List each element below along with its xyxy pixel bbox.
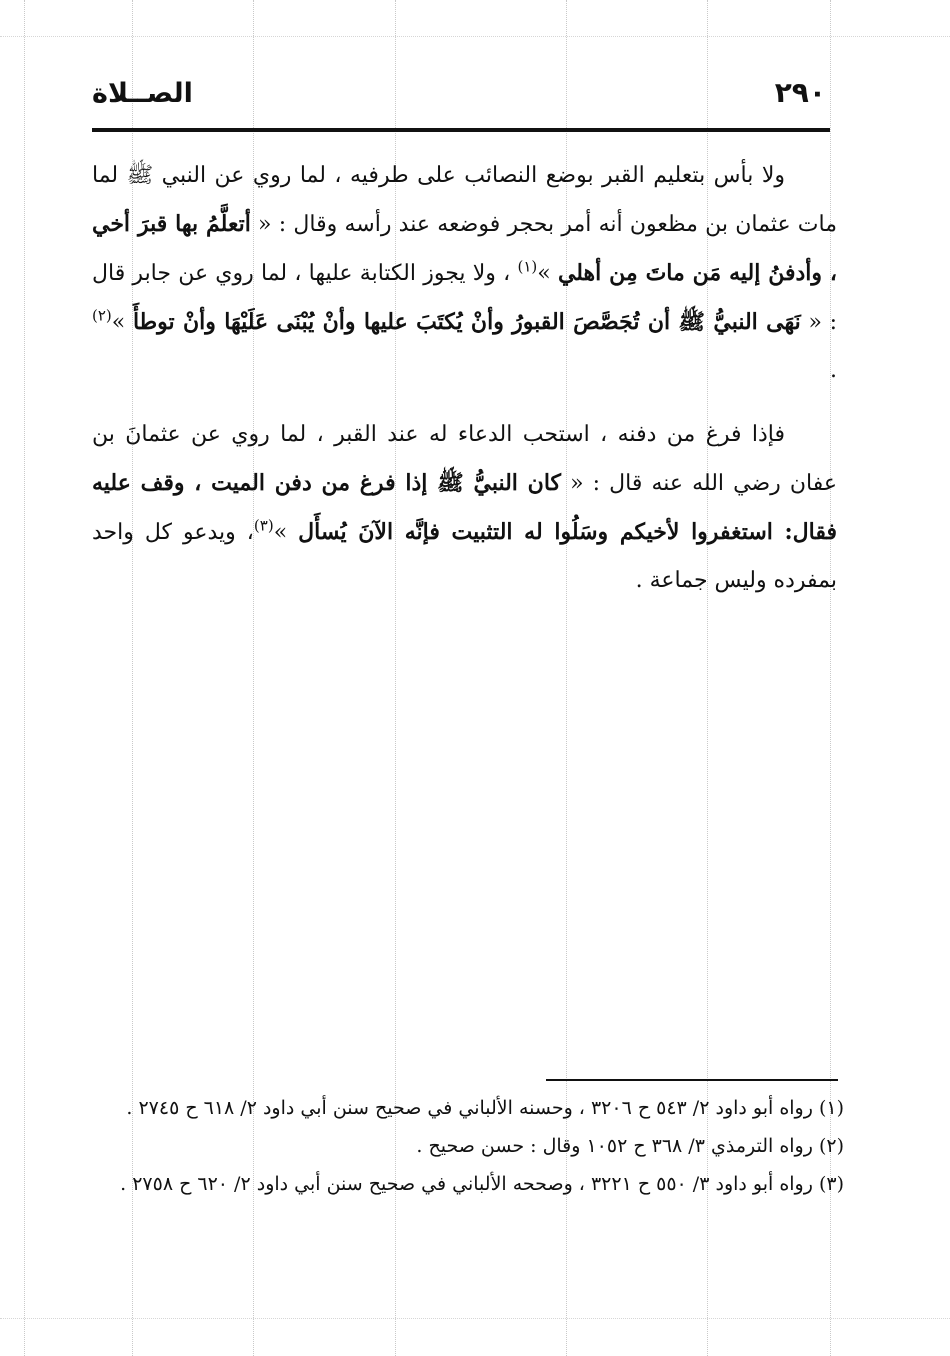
footnotes — [104, 1092, 844, 1206]
footnote: (٣) رواه أبو داود ٣/ ٥٥٠ ح ٣٢٢١ ، وصححه الألباني في صحيح سنن أبي داود ٢/ ٦٢٠ ح ٢٧٥٨ . — [120, 1173, 844, 1195]
footnote-rule — [546, 1079, 838, 1081]
footnote-marker: (٢) — [92, 306, 112, 325]
hadith-quote: أتعلَّمُ بها قبرَ أخي ، وأدفنُ إليه مَن ماتَ مِن أهلي — [92, 211, 837, 286]
paragraph-dua-after-burial — [92, 411, 837, 605]
paragraph-text: » — [111, 310, 133, 335]
paragraph-text: » — [273, 520, 299, 545]
paragraph-text: . — [830, 358, 837, 383]
page-number: ٢٩٠ — [774, 76, 826, 109]
paragraph-text: ، ولا يجوز الكتابة عليها ، لما روي عن جابر قال : « — [92, 261, 837, 335]
footnote-marker: (٣) — [253, 516, 274, 535]
page-header — [92, 70, 830, 128]
footnote: (١) رواه أبو داود ٢/ ٥٤٣ ح ٣٢٠٦ ، وحسنه الألباني في صحيح سنن أبي داود ٢/ ٦١٨ ح ٢٧٤٥ . — [126, 1097, 844, 1119]
paragraph-text: فإذا فرغ من دفنه ، استحب الدعاء له عند القبر ، لما روي عن عثمانَ بن عفان رضي الله عنه قال : « — [92, 422, 837, 496]
paragraph-text: ولا بأس بتعليم القبر بوضع النصائب على طرفيه ، لما روي عن النبي ﷺ لما مات عثمان بن مظعون أنه أمر بحجر فوضعه عند رأسه وقال : « — [92, 163, 838, 237]
footnote: (٢) رواه الترمذي ٣/ ٣٦٨ ح ١٠٥٢ وقال : حسن صحيح . — [416, 1135, 844, 1157]
paragraph-grave-marking — [92, 152, 837, 395]
section-title: الصــلاة — [92, 78, 193, 109]
hadith-quote: نَهَى النبيُّ ﷺ أن تُجَصَّصَ القبورُ وأنْ يُكتَبَ عليها وأنْ يُبْنَى عَلَيْهَا وأنْ توطأَ — [132, 309, 801, 335]
main-text — [92, 152, 837, 605]
guide-line — [0, 36, 950, 37]
header-rule — [92, 128, 830, 132]
hadith-quote: كان النبيُّ ﷺ إذا فرغ من دفن الميت ، وقف عليه فقال: استغفروا لأخيكم وسَلُوا له التثبيت فإنَّه الآنَ يُسأَل — [92, 470, 837, 545]
guide-line — [0, 1318, 950, 1319]
paragraph-text: ، ويدعو كل واحد بمفرده وليس جماعة . — [92, 520, 837, 593]
paragraph-text: » — [537, 261, 558, 286]
footnote-marker: (١) — [517, 257, 538, 276]
guide-line — [24, 0, 25, 1356]
